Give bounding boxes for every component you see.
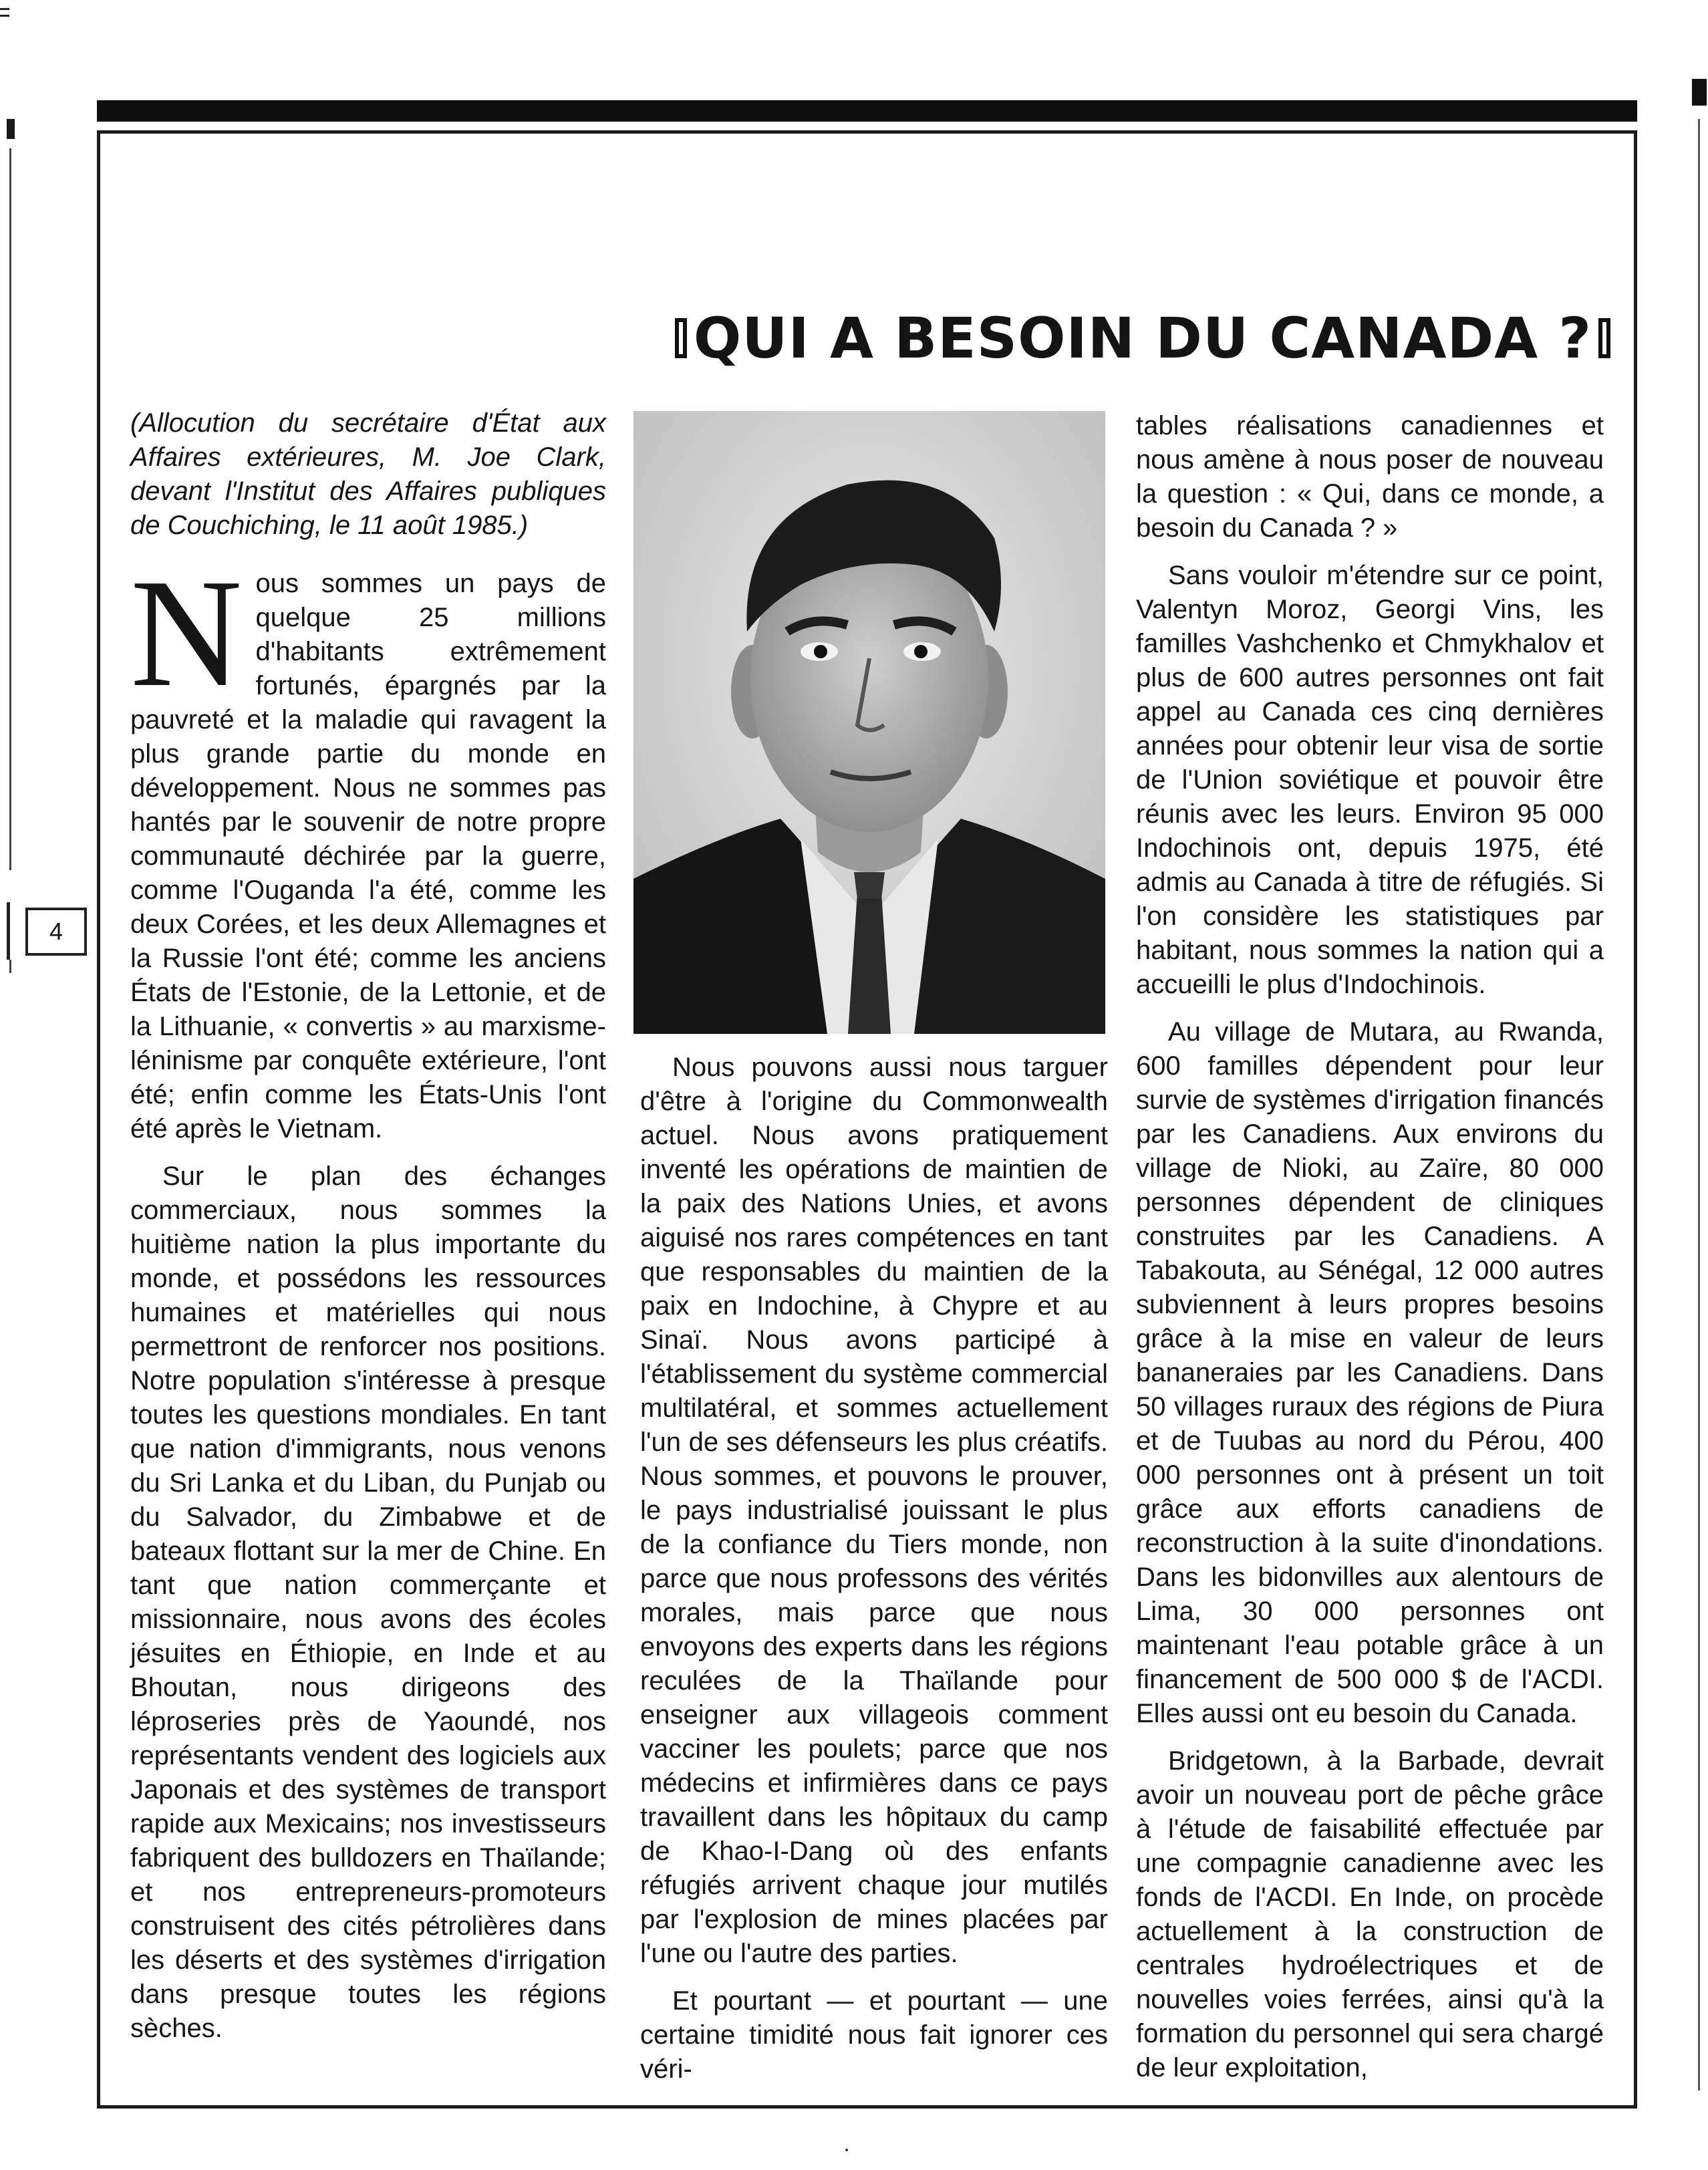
page-number-bracket	[0, 902, 10, 960]
page-title	[668, 301, 1617, 375]
title-box-right	[1598, 318, 1610, 358]
column-1-paragraph-1	[130, 547, 606, 1146]
column-1-paragraph-1-text: ous sommes un pays de quelque 25 millions d'habitants extrêmement fortunés, épargnés par la pauvreté et la maladie qui ravagent la plus grande partie du monde en développement. Nous ne sommes pas hantés par le souvenir de notre propre communauté déchirée par la guerre, comme l'Ouganda l'a été, comme les deux Corées, et les deux Allemagnes et la Russie l'ont été; comme les anciens États de l'Estonie, de la Lettonie, et de la Lithuanie, « convertis » au marxisme-léninisme par conquête extérieure, l'ont été; enfin comme les États-Unis l'ont été après le Vietnam.	[130, 569, 606, 1143]
column-1-paragraph-2: Sur le plan des échanges commerciaux, nous sommes la huitième nation la plus importante du monde, et possédons les ressources humaines et matérielles qui nous permettront de renforcer nos positions. Notre population s'intéresse à presque toutes les questions mondiales. En tant que nation d'immigrants, nous venons du Sri Lanka et du Liban, du Punjab ou du Salvador, du Zimbabwe et de bateaux flottant sur la mer de Chine. En tant que nation commerçante et missionnaire, nous avons des écoles jésuites en Éthiopie, en Inde et au Bhoutan, nous dirigeons des léproseries près de Yaoundé, nos représentants vendent des logiciels aux Japonais et des systèmes de transport rapide aux Mexicains; nos investisseurs fabriquent des bulldozers en Thaïlande; et nos entrepreneurs-promoteurs construisent des cités pétrolières dans les déserts et des systèmes d'irrigation dans presque toutes les régions sèches.	[130, 1162, 606, 2043]
column-3	[1136, 409, 1604, 2085]
column-3-paragraph-1: tables réalisations canadiennes et nous amène à nous poser de nouveau la question : « Qui, dans ce monde, a besoin du Canada ? »	[1136, 411, 1604, 543]
column-3-paragraph-3: Au village de Mutara, au Rwanda, 600 familles dépendent pour leur survie de systèmes d'irrigation financés par les Canadiens. Aux environs du village de Nioki, au Zaïre, 80 000 personnes dépendent de cliniques construites par les Canadiens. A Tabakouta, au Sénégal, 12 000 autres subviennent à leurs propres besoins grâce à la mise en valeur de leurs bananeraies par les Canadiens. Dans 50 villages ruraux des régions de Piura et de Tuubas au nord du Pérou, 400 000 personnes ont à présent un toit grâce aux efforts canadiens de reconstruction à la suite d'inondations. Dans les bidonvilles aux alentours de Lima, 30 000 personnes ont maintenant l'eau potable grâce à un financement de 500 000 $ de l'ACDI. Elles aussi ont eu besoin du Canada.	[1136, 1017, 1604, 1728]
page-number: 4	[25, 908, 87, 956]
scan-speck	[845, 2149, 848, 2151]
title-text: QUI A BESOIN DU CANADA ?	[693, 305, 1592, 372]
intro-italic: (Allocution du secrétaire d'État aux Affaires extérieures, M. Joe Clark, devant l'Institut des Affaires publiques de Couchiching, le 11 août 1985.)	[130, 408, 606, 540]
portrait-photo	[633, 411, 1105, 1034]
portrait-illustration	[633, 411, 1105, 1034]
drop-cap: N	[130, 547, 243, 719]
column-2-paragraph-1: Nous pouvons aussi nous targuer d'être à l'origine du Commonwealth actuel. Nous avons pratiquement inventé les opérations de maintien de la paix des Nations Unies, et avons aiguisé nos rares compétences en tant que responsables du maintien de la paix en Indochine, à Chypre et au Sinaï. Nous avons participé à l'établissement du système commercial multilatéral, et sommes actuellement l'un de ses défenseurs les plus créatifs. Nous sommes, et pouvons le prouver, le pays industrialisé jouissant le plus de la confiance du Tiers monde, non parce que nous professons des vérités morales, mais parce que nous envoyons des experts dans les régions reculées de la Thaïlande pour enseigner aux villageois comment vacciner les poulets; parce que nos médecins et infirmières dans ce pays travaillent dans les hôpitaux du camp de Khao-I-Dang où des enfants réfugiés arrivent chaque jour mutilés par l'explosion de mines placées par l'une ou l'autre des parties.	[640, 1053, 1108, 1968]
column-2	[640, 1051, 1108, 2086]
top-rule	[97, 100, 1637, 122]
column-2-paragraph-2: Et pourtant — et pourtant — une certaine timidité nous fait ignorer ces véri-	[640, 1986, 1108, 2084]
title-box-left	[675, 318, 687, 358]
column-1	[130, 406, 606, 2046]
column-3-paragraph-2: Sans vouloir m'étendre sur ce point, Valentyn Moroz, Georgi Vins, les familles Vashchenko et Chmykhalov et plus de 600 autres personnes ont fait appel au Canada ces cinq dernières années pour obtenir leur visa de sortie de l'Union soviétique et pouvoir être réunis avec les leurs. Environ 95 000 Indochinois ont, depuis 1975, été admis au Canada à titre de réfugiés. Si l'on considère les statistiques par habitant, nous sommes la nation qui a accueilli le plus d'Indochinois.	[1136, 561, 1604, 999]
column-3-paragraph-4: Bridgetown, à la Barbade, devrait avoir un nouveau port de pêche grâce à l'étude de faisabilité effectuée par une compagnie canadienne avec les fonds de l'ACDI. En Inde, on procède actuellement à la construction de centrales hydroélectriques et de nouvelles voies ferrées, ainsi qu'à la formation du personnel qui sera chargé de leur exploitation,	[1136, 1746, 1604, 2082]
scan-edge-left	[0, 0, 5, 2170]
